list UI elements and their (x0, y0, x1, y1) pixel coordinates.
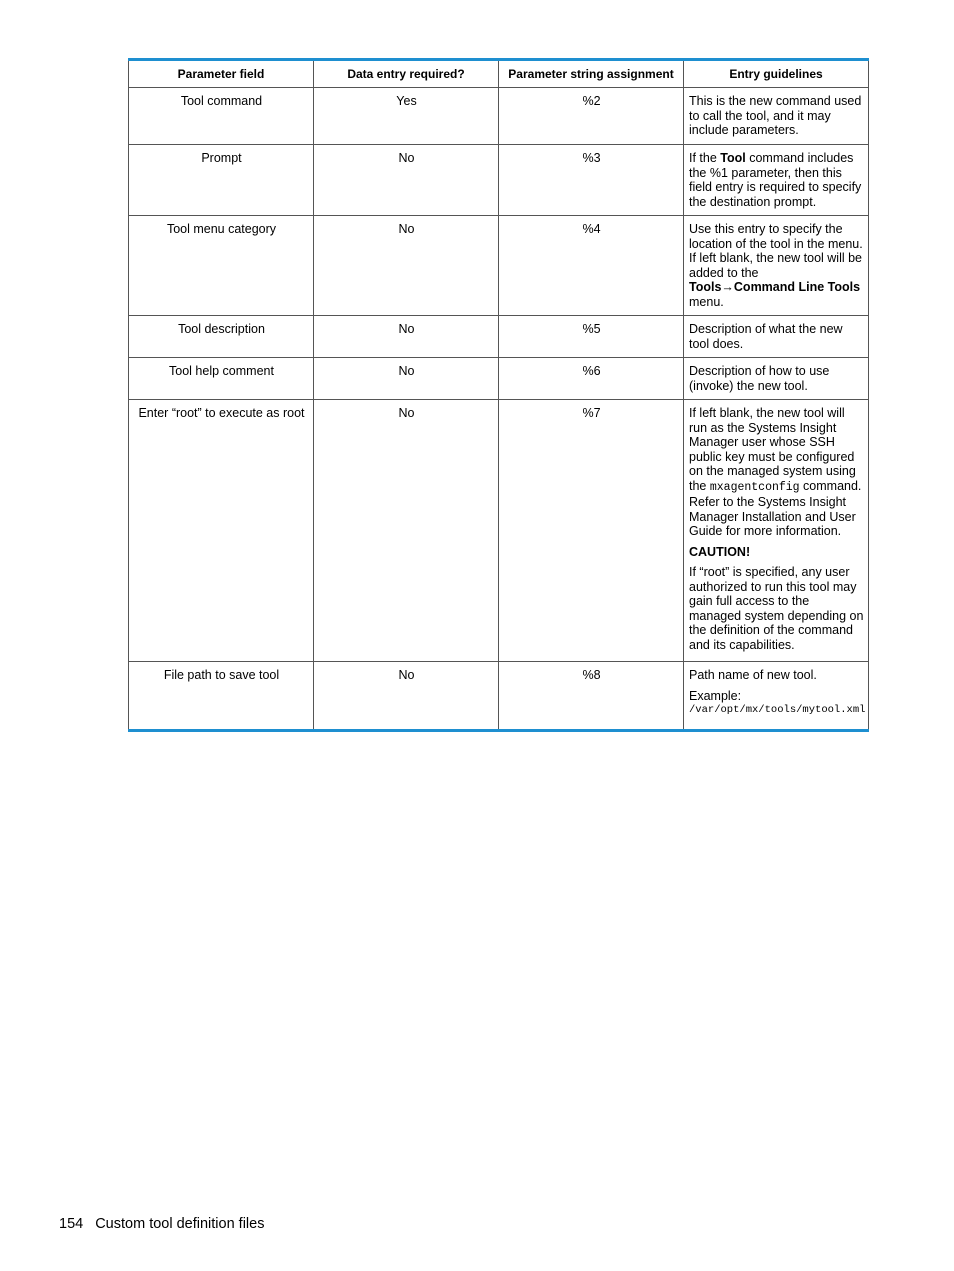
cell-field: Tool help comment (129, 358, 314, 400)
cell-required: No (314, 316, 499, 358)
cell-guidelines: Description of what the new tool does. (684, 316, 869, 358)
arrow-icon: → (721, 280, 734, 294)
cell-assignment: %2 (499, 88, 684, 145)
cell-guidelines (684, 400, 869, 662)
page-footer (59, 1216, 264, 1232)
cell-required: No (314, 400, 499, 662)
guideline-text: command. Refer to the Systems Insight Manager Installation and User Guide for more information. (689, 478, 862, 538)
example-path: /var/opt/mx/tools/mytool.xml (689, 704, 866, 716)
cell-field: File path to save tool (129, 662, 314, 731)
cell-assignment: %3 (499, 145, 684, 216)
cell-required: Yes (314, 88, 499, 145)
cell-assignment: %7 (499, 400, 684, 662)
header-entry-guidelines: Entry guidelines (684, 60, 869, 88)
cell-assignment: %8 (499, 662, 684, 731)
guideline-text: menu. (689, 294, 724, 309)
table-row (129, 88, 869, 145)
table-row (129, 662, 869, 731)
cell-assignment: %4 (499, 216, 684, 316)
cell-assignment: %5 (499, 316, 684, 358)
cell-field: Tool command (129, 88, 314, 145)
cell-guidelines: This is the new command used to call the tool, and it may include parameters. (684, 88, 869, 145)
tool-term: Tool (720, 151, 746, 165)
table-row (129, 400, 869, 662)
page-number: 154 (59, 1216, 84, 1232)
cell-required: No (314, 662, 499, 731)
cell-guidelines (684, 662, 869, 731)
menu-path-command-line-tools: Command Line Tools (733, 280, 861, 294)
cell-field: Tool description (129, 316, 314, 358)
guideline-text: If the (689, 151, 721, 165)
command-code: mxagentconfig (709, 480, 800, 494)
table-row (129, 316, 869, 358)
cell-guidelines (684, 216, 869, 316)
guideline-text: command includes the %1 parameter, then this field entry is required to specify the destination prompt. (689, 151, 862, 209)
table-row (129, 145, 869, 216)
example-label: Example: (689, 688, 742, 703)
cell-required: No (314, 145, 499, 216)
table-row (129, 216, 869, 316)
table-header-row (129, 60, 869, 88)
parameter-table (128, 58, 869, 732)
cell-guidelines: Description of how to use (invoke) the new tool. (684, 358, 869, 400)
cell-required: No (314, 358, 499, 400)
header-parameter-field: Parameter field (129, 60, 314, 88)
table-row (129, 358, 869, 400)
caution-text: If “root” is specified, any user authorized to run this tool may gain full access to the managed system depending on the definition of the command and its capabilities. (689, 565, 864, 652)
cell-field: Tool menu category (129, 216, 314, 316)
guideline-text: Path name of new tool. (689, 668, 817, 682)
cell-field: Prompt (129, 145, 314, 216)
header-parameter-string-assignment: Parameter string assignment (499, 60, 684, 88)
cell-assignment: %6 (499, 358, 684, 400)
menu-path-tools: Tools (689, 280, 722, 294)
caution-label: CAUTION! (689, 544, 751, 559)
cell-field: Enter “root” to execute as root (129, 400, 314, 662)
guideline-paragraph (689, 406, 864, 539)
cell-guidelines (684, 145, 869, 216)
cell-required: No (314, 216, 499, 316)
header-data-entry-required: Data entry required? (314, 60, 499, 88)
section-title: Custom tool definition files (95, 1216, 265, 1232)
guideline-text: If left blank, the new tool will run as the Systems Insight Manager user whose SSH public key must be configured on the managed system using the (689, 406, 856, 493)
guideline-text: Use this entry to specify the location of the tool in the menu. If left blank, the new tool will be added to the (689, 222, 863, 280)
